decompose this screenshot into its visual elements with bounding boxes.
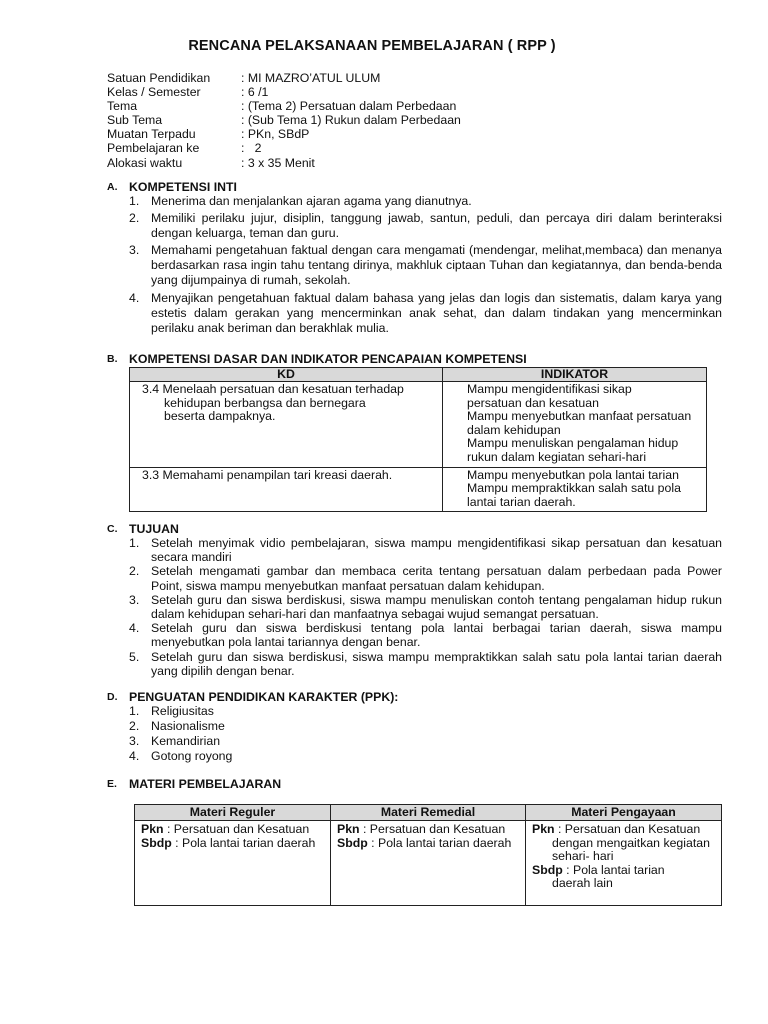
section-e-heading xyxy=(107,777,281,791)
list-number: 2. xyxy=(129,719,140,734)
list-number: 2. xyxy=(129,211,140,226)
info-row xyxy=(107,99,461,113)
info-row xyxy=(107,141,461,155)
materi-pengayaan-header: Materi Pengayaan xyxy=(526,805,722,821)
list-text: Setelah guru dan siswa berdiskusi, siswa mampu mempraktikkan salah satu pola lantai tarian daerah yang dipilih dengan benar. xyxy=(151,649,722,678)
list-number: 1. xyxy=(129,704,140,718)
kd-cell xyxy=(130,467,443,512)
materi-reguler-header: Materi Reguler xyxy=(135,805,331,821)
info-label: Sub Tema xyxy=(107,113,163,128)
pkn-continuation: dengan mengaitkan kegiatan xyxy=(552,835,710,850)
sbdp-line xyxy=(141,837,324,851)
list-number: 3. xyxy=(129,592,140,607)
section-title: TUJUAN xyxy=(129,522,179,536)
pkn-text: : Persatuan dan Kesatuan xyxy=(554,822,701,836)
section-letter: B. xyxy=(107,353,118,365)
info-value: : (Tema 2) Persatuan dalam Perbedaan xyxy=(241,99,457,114)
table-row xyxy=(130,467,707,512)
list-item xyxy=(129,650,722,678)
list-item xyxy=(129,564,722,592)
list-number: 3. xyxy=(129,734,140,749)
indikator-text: Mampu mempraktikkan salah satu pola lantai tarian daerah. xyxy=(467,481,681,509)
info-value: : 6 /1 xyxy=(241,85,269,100)
section-d-heading xyxy=(107,690,398,704)
section-title: KOMPETENSI INTI xyxy=(129,180,237,194)
list-item xyxy=(129,291,722,336)
list-number: 4. xyxy=(129,290,140,305)
section-title: KOMPETENSI DASAR DAN INDIKATOR PENCAPAIAN KOMPETENSI xyxy=(129,352,527,366)
pkn-line xyxy=(337,823,519,837)
list-item xyxy=(129,749,722,764)
section-title: MATERI PEMBELAJARAN xyxy=(129,777,282,791)
list-item xyxy=(129,719,722,734)
sbdp-text: : Pola lantai tarian daerah xyxy=(367,835,512,850)
indikator-text: Mampu menyebutkan pola lantai tarian xyxy=(467,467,679,482)
list-number: 5. xyxy=(129,649,140,664)
list-item xyxy=(129,734,722,749)
list-number: 3. xyxy=(129,243,140,258)
info-row xyxy=(107,85,461,99)
list-item xyxy=(129,194,722,209)
list-number: 1. xyxy=(129,536,140,550)
list-item xyxy=(129,211,722,241)
list-text: Memiliki perilaku jujur, disiplin, tanggung jawab, santun, peduli, dan percaya diri dalam berinteraksi dengan keluarga, teman dan guru. xyxy=(151,211,722,241)
indikator-text: Mampu menyebutkan manfaat persatuan dalam kehidupan xyxy=(467,409,692,437)
pkn-label: Pkn xyxy=(141,822,164,836)
info-label: Kelas / Semester xyxy=(107,85,201,100)
info-label: Tema xyxy=(107,99,138,114)
sbdp-text: : Pola lantai tarian xyxy=(562,862,665,877)
table-row xyxy=(130,382,707,468)
kd-header: KD xyxy=(130,368,443,382)
section-letter: C. xyxy=(107,523,118,535)
kd-indikator-table xyxy=(129,367,707,512)
info-label: Muatan Terpadu xyxy=(107,127,196,142)
info-value: : 2 xyxy=(241,141,262,156)
ppk-list xyxy=(129,704,722,764)
list-number: 1. xyxy=(129,194,140,208)
list-text: Gotong royong xyxy=(151,749,233,764)
list-item xyxy=(129,536,722,564)
indikator-text: Mampu mengidentifikasi sikap persatuan dan kesatuan xyxy=(467,382,632,410)
materi-remedial-header: Materi Remedial xyxy=(331,805,526,821)
indikator-cell xyxy=(443,467,707,512)
list-text: Religiusitas xyxy=(151,704,214,718)
table-header-row xyxy=(135,805,722,821)
list-text: Nasionalisme xyxy=(151,719,225,734)
info-label: Alokasi waktu xyxy=(107,155,183,170)
sbdp-text: : Pola lantai tarian daerah xyxy=(171,835,316,850)
indikator-text: Mampu menuliskan pengalaman hidup rukun dalam kegiatan sehari-hari xyxy=(467,436,679,464)
materi-reguler-cell xyxy=(135,821,331,906)
pkn-line xyxy=(532,823,715,837)
kd-text: kehidupan berbangsa dan bernegara xyxy=(164,395,366,410)
document-title: RENCANA PELAKSANAAN PEMBELAJARAN ( RPP ) xyxy=(188,38,556,54)
pkn-text: : Persatuan dan Kesatuan xyxy=(359,822,506,836)
list-text: Setelah menyimak vidio pembelajaran, siswa mampu mengidentifikasi sikap persatuan dan kesatuan secara mandiri xyxy=(151,536,722,565)
list-text: Memahami pengetahuan faktual dengan cara mengamati (mendengar, melihat,membaca) dan menanya berdasarkan rasa ingin tahu tentang dirinya, makhluk ciptaan Tuhan dan kegiatannya, dan benda-benda yang dijumpainya di rumah, sekolah. xyxy=(151,243,722,288)
kd-text: 3.3 Memahami penampilan tari kreasi daerah. xyxy=(142,467,393,482)
sbdp-label: Sbdp xyxy=(532,862,563,877)
kd-text: beserta dampaknya. xyxy=(164,409,276,424)
list-item xyxy=(129,243,722,288)
table-header-row xyxy=(130,368,707,382)
info-row xyxy=(107,113,461,127)
materi-remedial-cell xyxy=(331,821,526,906)
indikator-cell xyxy=(443,382,707,468)
info-value: : (Sub Tema 1) Rukun dalam Perbedaan xyxy=(241,113,461,128)
info-row xyxy=(107,71,461,85)
section-letter: A. xyxy=(107,181,118,193)
section-b-heading xyxy=(107,352,527,366)
info-value: : PKn, SBdP xyxy=(241,127,310,142)
info-row xyxy=(107,156,461,170)
pkn-label: Pkn xyxy=(337,822,360,836)
section-a-heading xyxy=(107,180,237,194)
pkn-label: Pkn xyxy=(532,822,555,836)
list-text: Setelah mengamati gambar dan membaca cerita tentang persatuan dalam perbedaan pada Power Point, siswa mampu menyebutkan manfaat persatuan dalam kehidupan. xyxy=(151,564,722,593)
list-text: Kemandirian xyxy=(151,734,221,749)
sbdp-line xyxy=(337,837,519,851)
kd-cell xyxy=(130,382,443,468)
table-row xyxy=(135,821,722,906)
list-number: 4. xyxy=(129,621,140,636)
indikator-header: INDIKATOR xyxy=(443,368,707,382)
sbdp-line xyxy=(532,864,715,878)
list-item xyxy=(129,621,722,649)
info-value: : 3 x 35 Menit xyxy=(241,155,315,170)
kd-text: 3.4 Menelaah persatuan dan kesatuan terhadap xyxy=(142,382,404,396)
section-title: PENGUATAN PENDIDIKAN KARAKTER (PPK): xyxy=(129,690,399,704)
section-letter: D. xyxy=(107,691,118,703)
sbdp-label: Sbdp xyxy=(337,835,368,850)
materi-pengayaan-cell xyxy=(526,821,722,906)
list-number: 4. xyxy=(129,749,140,764)
sbdp-continuation: daerah lain xyxy=(552,876,613,891)
section-c-heading xyxy=(107,522,179,536)
materi-table xyxy=(134,804,722,906)
section-letter: E. xyxy=(107,778,117,790)
list-text: Setelah guru dan siswa berdiskusi tentang pola lantai berbagai tarian daerah, siswa mampu menyebutkan pola lantai tariannya dengan benar. xyxy=(151,621,722,650)
list-item xyxy=(129,593,722,621)
pkn-line xyxy=(141,823,324,837)
tujuan-list xyxy=(129,536,722,678)
info-row xyxy=(107,127,461,141)
identity-block xyxy=(107,71,461,170)
list-item xyxy=(129,704,722,719)
info-label: Satuan Pendidikan xyxy=(107,71,211,85)
list-text: Setelah guru dan siswa berdiskusi, siswa mampu menuliskan contoh tentang pengalaman hidup rukun dalam kehidupan sehari-hari dan manfaatnya sebagai wujud semangat persatuan. xyxy=(151,592,722,622)
info-value: : MI MAZRO’ATUL ULUM xyxy=(241,71,381,85)
pkn-text: : Persatuan dan Kesatuan xyxy=(163,822,310,836)
kompetensi-inti-list xyxy=(129,194,722,336)
info-label: Pembelajaran ke xyxy=(107,141,200,156)
list-text: Menyajikan pengetahuan faktual dalam bahasa yang jelas dan logis dan sistematis, dalam karya yang estetis dalam gerakan yang mencerminkan anak sehat, dan dalam tindakan yang mencerminkan perilaku anak beriman dan berakhlak mulia. xyxy=(151,290,722,335)
list-number: 2. xyxy=(129,564,140,579)
sbdp-label: Sbdp xyxy=(141,835,172,850)
list-text: Menerima dan menjalankan ajaran agama yang dianutnya. xyxy=(151,194,472,208)
pkn-continuation: sehari- hari xyxy=(552,849,614,864)
